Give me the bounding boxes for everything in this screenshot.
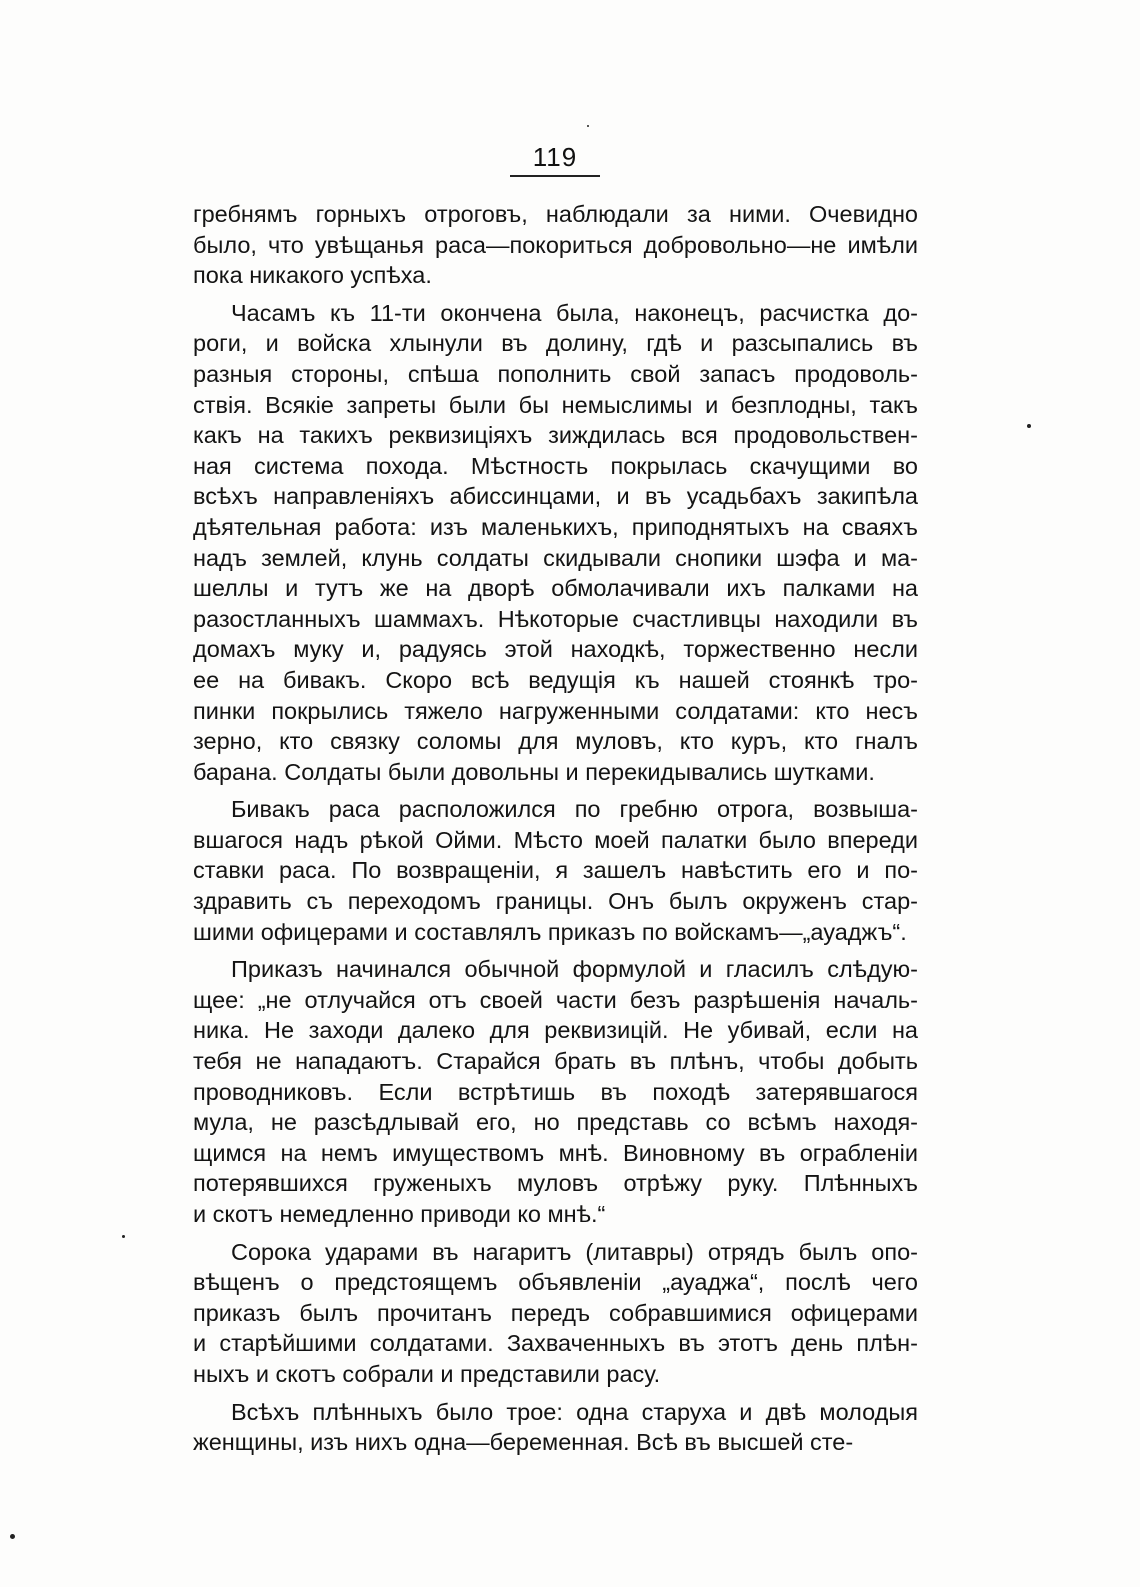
text-line: гребнямъ горныхъ отроговъ, наблюдали за ними. Очевидно [193,201,918,227]
text-line: здравить съ переходомъ границы. Онъ былъ окруженъ стар- [193,888,918,915]
body-text [193,199,918,1465]
text-line: потерявшихся груженыхъ муловъ отрѣжу руку. Плѣнныхъ [193,1170,918,1197]
text-line: мула, не разсѣдлывай его, но представь со всѣмъ находя- [193,1109,918,1136]
text-line: Часамъ къ 11-ти окончена была, наконецъ, расчистка до- [231,299,918,326]
paragraph [193,794,918,947]
text-line: пинки покрылись тяжело нагруженными солдатами: кто несъ [193,697,918,724]
text-line: и скотъ немедленно приводи ко мнѣ.“ [193,1201,606,1227]
text-line: щимся на немъ имуществомъ мнѣ. Виновному въ ограбленіи [193,1139,918,1166]
paragraph [193,954,918,1229]
text-line: зерно, кто связку соломы для муловъ, кто куръ, кто гналъ [193,728,918,755]
text-line: было, что увѣщанья раса—покориться добровольно—не имѣли [193,231,918,258]
scan-speck [10,1534,15,1539]
text-line: вшагося надъ рѣкой Ойми. Мѣсто моей палатки было впереди [193,826,918,853]
text-line: шеллы и тутъ же на дворѣ обмолачивали ихъ палками на [193,575,918,602]
text-line: тебя не нападаютъ. Старайся брать въ плѣнъ, чтобы добыть [193,1048,918,1075]
text-line: всѣхъ направленіяхъ абиссинцами, и въ усадьбахъ закипѣла [193,483,918,510]
text-line: Всѣхъ плѣнныхъ было трое: одна старуха и двѣ молодыя [231,1398,918,1425]
text-line: Приказъ начинался обычной формулой и гласилъ слѣдую- [231,956,918,983]
text-line: женщины, изъ нихъ одна—беременная. Всѣ въ высшей сте- [193,1429,854,1456]
text-line: ее на бивакъ. Скоро всѣ ведущія къ нашей стоянкѣ тро- [193,666,918,693]
text-line: Сорока ударами въ нагаритъ (литавры) отрядъ былъ опо- [231,1238,918,1265]
text-line: Бивакъ раса расположился по гребню отрога, возвыша- [231,796,918,823]
text-line: вѣщенъ о предстоящемъ объявленіи „ауаджа“, послѣ чего [193,1269,918,1296]
text-line: домахъ муку и, радуясь этой находкѣ, торжественно несли [193,636,918,663]
paragraph [193,298,918,788]
text-line: проводниковъ. Если встрѣтишь въ походѣ затерявшагося [193,1078,918,1105]
paragraph [193,1397,918,1458]
paragraph [193,1237,918,1390]
scan-speck [1027,424,1031,428]
scan-speck [122,1235,125,1238]
text-line: щее: „не отлучайся отъ своей части безъ разрѣшенія началь- [193,986,918,1013]
text-line: ставки раса. По возвращеніи, я зашелъ навѣстить его и по- [193,857,918,884]
text-line: пока никакого успѣха. [193,262,432,289]
page-number-rule [510,175,600,177]
text-line: дѣятельная работа: изъ маленькихъ, приподнятыхъ на сваяхъ [193,513,918,540]
text-line: роги, и войска хлынули въ долину, гдѣ и разсыпались въ [193,330,918,357]
text-line: какъ на такихъ реквизиціяхъ зиждилась вся продовольствен- [193,422,918,449]
text-line: ствія. Всякіе запреты были бы немыслимы и безплодны, такъ [193,391,918,418]
text-line: и старѣйшими солдатами. Захваченныхъ въ этотъ день плѣн- [193,1330,918,1357]
scan-speck [587,125,589,127]
text-line: приказъ былъ прочитанъ передъ собравшимися офицерами [193,1299,918,1326]
text-line: шими офицерами и составлялъ приказъ по войскамъ—„ауаджъ“. [193,918,907,945]
paragraph [193,199,918,291]
text-line: надъ землей, клунь солдаты скидывали снопики шэфа и ма- [193,544,918,571]
page-number: 119 [532,142,578,172]
text-line: ника. Не заходи далеко для реквизицій. Не убивай, если на [193,1017,918,1044]
text-line: ныхъ и скотъ собрали и представили расу. [193,1360,661,1387]
text-line: разныя стороны, спѣша пополнить свой запасъ продоволь- [193,360,918,387]
text-line: барана. Солдаты были довольны и перекидывались шутками. [193,758,875,785]
text-line: разостланныхъ шаммахъ. Нѣкоторые счастливцы находили въ [193,605,918,632]
text-line: ная система похода. Мѣстность покрылась скачущими во [193,452,918,479]
